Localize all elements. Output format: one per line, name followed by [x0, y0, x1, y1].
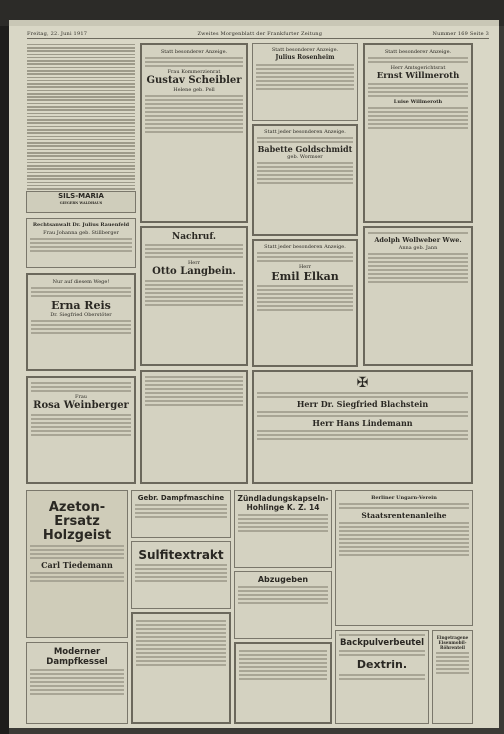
- ad-moderner-dampfkessel: [26, 642, 128, 724]
- ad-scheibler-role: Frau Kommerzienrat: [167, 69, 221, 75]
- ad-azeton-title: Azeton-Ersatz: [48, 500, 106, 529]
- ad-gustav-scheibler: [140, 43, 248, 223]
- ad-sils-sub: GIEGERN WALDHAUS: [59, 201, 103, 205]
- newspaper-page: [9, 26, 499, 728]
- ad-dampfkessel-title: Moderner Dampfkessel: [46, 647, 108, 667]
- ad-scheibler-sub: Helene geb. Pell: [173, 87, 215, 93]
- ad-nachruf-name: Otto Langbein.: [152, 266, 236, 277]
- ad-rosenheim-name: Julius Rosenheim: [275, 54, 335, 61]
- ad-willmeroth-intro: Statt besonderer Anzeige.: [384, 49, 452, 55]
- ad-misc-center: [131, 612, 231, 724]
- ad-reis-sub: Dr. Siegfried Oberstöter: [50, 312, 112, 318]
- ad-elkan-role: Herr: [298, 264, 312, 270]
- scan-top-border: [0, 0, 504, 26]
- ad-babette-goldschmidt: [252, 124, 358, 236]
- header-date: Freitag, 22. Juni 1917: [27, 31, 88, 37]
- ad-zuendladungskapseln: [234, 490, 332, 568]
- ad-nachruf-title: Nachruf.: [171, 232, 217, 242]
- book-spine: [0, 26, 9, 734]
- ad-dampf1-title: Gebr. Dampfmaschine: [137, 494, 225, 502]
- ad-reis-intro: Nur auf diesem Wege!: [52, 279, 110, 285]
- ad-friedrich-bevary: [140, 370, 248, 484]
- ad-elkan-name: Emil Elkan: [271, 270, 339, 283]
- ad-sulfit-title: Sulfitextrakt: [138, 548, 224, 562]
- ad-eisen-title: Eingetragene Eisenmobil-Röhrenteil: [436, 635, 469, 650]
- ad-wollweber-name: Adolph Wollweber Wwe.: [374, 236, 462, 244]
- page-header: [27, 30, 489, 39]
- ad-sils-maria: [26, 191, 136, 213]
- ad-ernst-willmeroth: [363, 43, 473, 223]
- ad-rauenfeld-title: Rechtsanwalt Dr. Julius Rauenfeld: [32, 222, 130, 228]
- ad-otto-langbein: [140, 226, 248, 366]
- ad-goldschmidt-sub: geb. Wormser: [287, 154, 323, 160]
- ad-wollweber-sub: Anna geb. Jann: [398, 245, 438, 251]
- ad-sulfitextrakt: [131, 541, 231, 609]
- ad-willmeroth-role: Herr Amtsgerichtsrat: [390, 65, 446, 71]
- ad-lower-center: [234, 642, 332, 724]
- ad-dampfmaschine: [131, 490, 231, 538]
- ad-berliner-sub: Staatsrentenanleihe: [361, 511, 447, 520]
- ad-goldschmidt-intro: Statt jeder besonderen Anzeige.: [264, 129, 346, 135]
- ad-azeton-ersatz: [26, 490, 128, 638]
- ad-julius-rosenheim: [252, 43, 358, 121]
- ad-berliner-title: Berliner Ungarn-Verein: [371, 495, 437, 501]
- ad-emil-elkan: [252, 239, 358, 367]
- ad-scheibler-intro: Statt besonderer Anzeige.: [160, 49, 228, 55]
- ad-abzugeben-title: Abzugeben: [257, 575, 309, 584]
- ad-rosa-weinberger: [26, 376, 136, 484]
- ad-berliner-ungarn-verein: [335, 490, 473, 626]
- ad-weinberger-name: Rosa Weinberger: [33, 400, 129, 411]
- ad-blachstein-line2: Herr Hans Lindemann: [312, 418, 413, 428]
- ad-reis-name: Erna Reis: [51, 299, 111, 312]
- ad-zuend-title: Zündladungskapseln-Hohlinge K. Z. 14: [237, 494, 329, 512]
- ad-rauenfeld: [26, 218, 136, 268]
- ad-azeton-sub: Holzgeist: [42, 528, 112, 543]
- ad-elkan-intro: Statt jeder besonderen Anzeige.: [264, 244, 346, 250]
- ad-sils-title: SILS-MARIA: [58, 192, 104, 200]
- ad-abzugeben: [234, 571, 332, 639]
- ad-weinberger-intro: Frau: [74, 394, 88, 400]
- iron-cross-icon: ✠: [356, 375, 369, 391]
- ad-willmeroth-sub: Luise Willmeroth: [393, 99, 443, 105]
- ad-adolph-wollweber: [363, 226, 473, 366]
- ad-rosenheim-intro: Statt besonderer Anzeige.: [271, 47, 339, 53]
- ad-rauenfeld-name: Frau Johanna geb. Stillberger: [43, 230, 119, 236]
- header-issue: Nummer 169 Seite 3: [432, 31, 489, 37]
- ad-blachstein-line1: Herr Dr. Siegfried Blachstein: [296, 399, 429, 409]
- ad-backpulver-title: Backpulverbeutel: [339, 638, 425, 648]
- ad-azeton-name: Carl Tiedemann: [41, 560, 113, 570]
- ad-backpulver-sub: Dextrin.: [356, 658, 408, 671]
- ad-blachstein-lindemann: [252, 370, 473, 484]
- header-title: Zweites Morgenblatt der Frankfurter Zeitung: [197, 31, 323, 37]
- ad-willmeroth-name: Ernst Willmeroth: [376, 71, 460, 81]
- ad-nachruf-role: Herr: [187, 260, 201, 266]
- ad-eisenmobil: [432, 630, 473, 724]
- ad-backpulverbeutel: [335, 630, 429, 724]
- ad-goldschmidt-name: Babette Goldschmidt: [257, 144, 353, 154]
- ad-scheibler-name: Gustav Scheibler: [146, 75, 242, 86]
- ad-erna-reis: [26, 273, 136, 371]
